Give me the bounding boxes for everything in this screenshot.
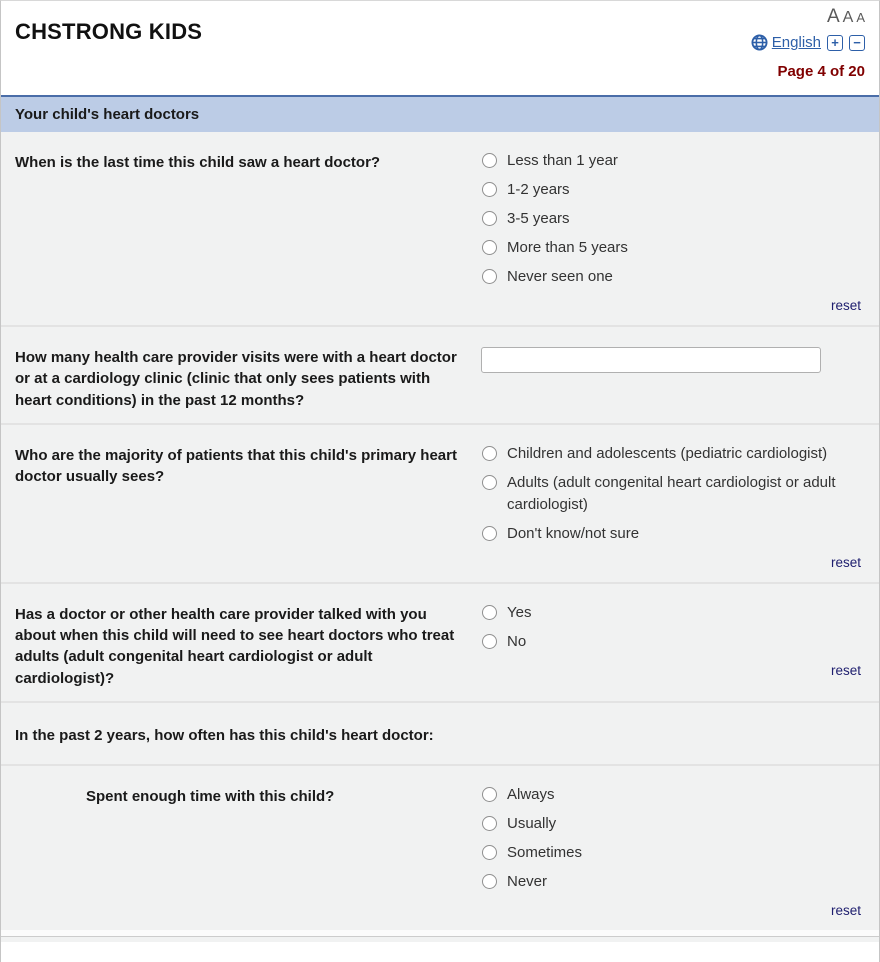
text-input[interactable] — [481, 347, 821, 373]
reset-link[interactable]: reset — [830, 662, 861, 678]
radio-option-label: 3-5 years — [507, 210, 570, 227]
question-row — [1, 423, 879, 582]
radio-button-icon[interactable] — [482, 845, 497, 860]
radio-button-icon[interactable] — [482, 153, 497, 168]
radio-option[interactable] — [481, 631, 861, 653]
radio-option[interactable] — [481, 784, 861, 806]
answer-area — [477, 150, 879, 313]
radio-option-label: Children and adolescents (pediatric cardiologist) — [507, 444, 828, 462]
text-decrease-button[interactable]: − — [849, 35, 865, 51]
answer-area — [477, 784, 879, 918]
matrix-header-row — [1, 701, 879, 764]
reset-link[interactable]: reset — [830, 554, 861, 570]
question-label: Who are the majority of patients that this child's primary heart doctor usually sees? — [15, 446, 457, 486]
question-label: In the past 2 years, how often has this child's heart doctor: — [15, 727, 434, 745]
radio-option-label: Never seen one — [507, 268, 613, 285]
question-row — [1, 764, 879, 930]
font-size-controls — [751, 5, 865, 30]
language-row — [751, 34, 865, 51]
survey-header — [1, 1, 879, 95]
page-indicator: Page 4 of 20 — [777, 63, 865, 80]
header-controls — [751, 5, 865, 80]
question-row — [1, 325, 879, 423]
radio-option-label: Never — [507, 873, 548, 891]
language-label: English — [771, 34, 821, 51]
radio-button-icon[interactable] — [482, 446, 497, 461]
question-label: How many health care provider visits were with a heart doctor or at a cardiology clinic (clinic that only sees patients with heart conditions) in the past 12 months? — [15, 349, 457, 409]
reset-link[interactable]: reset — [830, 298, 861, 313]
radio-button-icon[interactable] — [482, 874, 497, 889]
font-size-large-button[interactable]: A — [826, 6, 840, 27]
radio-button-icon[interactable] — [482, 526, 497, 541]
radio-option[interactable] — [481, 237, 861, 259]
radio-option-label: Less than 1 year — [507, 152, 618, 169]
survey-title: CHSTRONG KIDS — [15, 19, 203, 44]
radio-option[interactable] — [481, 813, 861, 835]
question-row — [1, 132, 879, 325]
radio-button-icon[interactable] — [482, 634, 497, 649]
font-size-medium-button[interactable]: A — [842, 9, 854, 26]
radio-option-label: Yes — [507, 603, 532, 621]
radio-option[interactable] — [481, 443, 861, 465]
radio-option-label: Adults (adult congenital heart cardiologist or adult cardiologist) — [507, 473, 836, 513]
radio-option[interactable] — [481, 266, 861, 288]
radio-option-label: More than 5 years — [507, 239, 628, 256]
answer-area — [477, 443, 879, 570]
radio-option[interactable] — [481, 472, 861, 516]
radio-option[interactable] — [481, 208, 861, 230]
language-link[interactable] — [751, 34, 821, 51]
answer-area — [477, 602, 879, 689]
radio-option-label: No — [507, 632, 527, 650]
radio-button-icon[interactable] — [482, 787, 497, 802]
radio-button-icon[interactable] — [482, 475, 497, 490]
question-list — [1, 132, 879, 930]
radio-button-icon[interactable] — [482, 269, 497, 284]
font-size-small-button[interactable]: A — [856, 10, 865, 25]
globe-icon — [751, 34, 768, 51]
next-row-sliver — [1, 936, 879, 942]
radio-option[interactable] — [481, 842, 861, 864]
radio-option-label: Always — [507, 786, 555, 804]
radio-button-icon[interactable] — [482, 240, 497, 255]
radio-option[interactable] — [481, 602, 861, 624]
text-increase-button[interactable]: + — [827, 35, 843, 51]
question-label: Has a doctor or other health care provider talked with you about when this child will need to see heart doctors who treat adults (adult congenital heart cardiologist or adult cardiologist)? — [15, 605, 455, 687]
answer-area — [477, 345, 879, 411]
radio-option-label: Don't know/not sure — [507, 524, 640, 542]
radio-option-label: 1-2 years — [507, 181, 570, 198]
radio-button-icon[interactable] — [482, 182, 497, 197]
radio-button-icon[interactable] — [482, 605, 497, 620]
question-label: Spent enough time with this child? — [86, 788, 335, 806]
radio-option[interactable] — [481, 871, 861, 893]
radio-option-label: Sometimes — [507, 844, 583, 862]
radio-option[interactable] — [481, 179, 861, 201]
radio-option-label: Usually — [507, 815, 557, 833]
radio-button-icon[interactable] — [482, 211, 497, 226]
question-row — [1, 582, 879, 701]
section-header: Your child's heart doctors — [1, 95, 879, 132]
question-label: When is the last time this child saw a heart doctor? — [15, 154, 381, 171]
reset-link[interactable]: reset — [830, 903, 861, 919]
radio-button-icon[interactable] — [482, 816, 497, 831]
radio-option[interactable] — [481, 523, 861, 545]
radio-option[interactable] — [481, 150, 861, 172]
